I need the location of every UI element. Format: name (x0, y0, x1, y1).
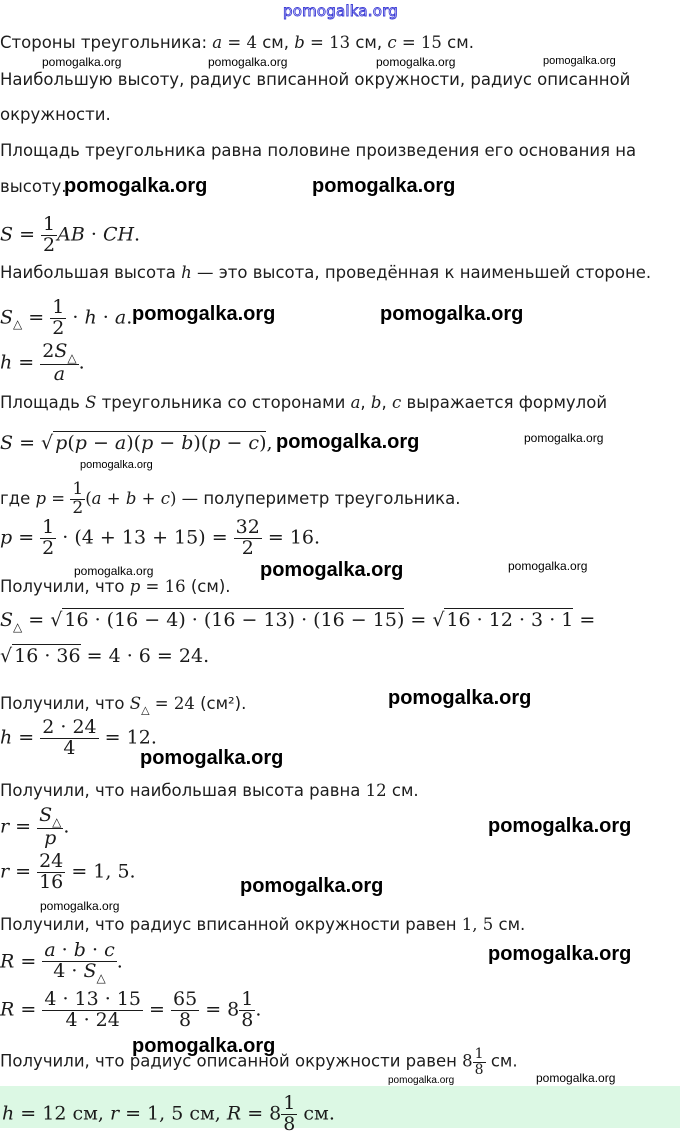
watermark[interactable]: pomogalka.org (42, 55, 122, 69)
problem-given-line: Стороны треугольника: a = 4 см, b = 13 см, c = 15 см. (0, 33, 474, 52)
max-height-line: Наибольшая высота h — это высота, проведённая к наименьшей стороне. (0, 263, 652, 282)
watermark[interactable]: pomogalka.org (40, 899, 120, 913)
formula-height: h = $\frac{2S_\triangle}{a}$ . (0, 340, 85, 386)
watermark[interactable]: pomogalka.org (508, 559, 588, 573)
answer-box (0, 1086, 680, 1135)
heron-intro-line: Площадь S треугольника со сторонами a, b, c выражается формулой (0, 393, 608, 412)
answer-text: h = 12 см, r = 1, 5 см, R = 8 $\frac{1}{8}$ см. (2, 1092, 335, 1135)
result-circumradius-line: Получили, что радиус описанной окружности равен 8 $\frac{1}{8}$ см. (0, 1046, 518, 1078)
watermark[interactable]: pomogalka.org (80, 459, 153, 471)
watermark[interactable]: pomogalka.org (388, 1075, 455, 1086)
watermark[interactable]: pomogalka.org (132, 1035, 276, 1057)
watermark[interactable]: pomogalka.org (524, 431, 604, 445)
watermark[interactable]: pomogalka.org (376, 55, 456, 69)
formula-inradius: r = $\frac{S_\triangle}{p}$ . (0, 804, 70, 850)
watermark[interactable]: pomogalka.org (488, 943, 632, 965)
watermark[interactable]: pomogalka.org (312, 175, 456, 197)
area-rule-line: Площадь треугольника равна половине произведения его основания на (0, 141, 637, 160)
formula-area-base-height: S = $\frac{1}{2}$ AB · CH. (0, 213, 141, 256)
result-inradius-line: Получили, что радиус вписанной окружности равен 1, 5 см. (0, 915, 526, 934)
formula-area-half: $S_\triangle$ = $\frac{1}{2}$ · h · a. (0, 296, 133, 339)
result-height-line: Получили, что наибольшая высота равна 12 см. (0, 781, 419, 800)
problem-task-line: Наибольшую высоту, радиус вписанной окружности, радиус описанной (0, 70, 631, 89)
watermark[interactable]: pomogalka.org (208, 55, 288, 69)
area-rule-line-cont: высоту. (0, 177, 67, 196)
watermark[interactable]: pomogalka.org (260, 559, 404, 581)
formula-area-calc: $S_\triangle$ = √ 16 · (16 − 4) · (16 − 13) · (16 − 15) = √ 16 · 12 · 3 · 1 = (0, 609, 596, 634)
text: Стороны треугольника: (0, 33, 213, 52)
problem-task-line-cont: окружности. (0, 105, 111, 124)
result-area-line: Получили, что $S_\triangle = 24$ (см²). (0, 694, 247, 717)
watermark[interactable]: pomogalka.org (64, 175, 208, 197)
watermark[interactable]: pomogalka.org (276, 431, 420, 453)
formula-inradius-calc: r = $\frac{24}{16}$ = 1, 5. (0, 850, 136, 893)
watermark[interactable]: pomogalka.org (488, 815, 632, 837)
result-p-line: Получили, что p = 16 (см). (0, 577, 231, 596)
formula-circumradius-calc: R = $\frac{4 \cdot 13 \cdot 15}{4 \cdot 24}$ = $\frac{65}{8}$ = 8 $\frac{1}{8}$ . (0, 988, 262, 1031)
watermark[interactable]: pomogalka.org (132, 303, 276, 325)
watermark[interactable]: pomogalka.org (240, 875, 384, 897)
formula-height-calc: h = $\frac{2 \cdot 24}{4}$ = 12. (0, 716, 157, 759)
header-watermark[interactable]: pomogalka.org (283, 2, 398, 20)
semiperimeter-def-line: где p = $\frac{1}{2}$ (a + b + c) — полупериметр треугольника. (0, 479, 461, 518)
formula-heron: S = √ p(p − a)(p − b)(p − c), (0, 432, 273, 454)
formula-semiperimeter: p = $\frac{1}{2}$ · (4 + 13 + 15) = $\frac{32}{2}$ = 16. (0, 516, 321, 559)
formula-circumradius: R = $\frac{a \cdot b \cdot c}{4 \cdot S_\triangle}$ . (0, 939, 123, 985)
watermark[interactable]: pomogalka.org (380, 303, 524, 325)
watermark[interactable]: pomogalka.org (536, 1071, 616, 1085)
watermark[interactable]: pomogalka.org (74, 564, 154, 578)
watermark[interactable]: pomogalka.org (140, 747, 284, 769)
watermark[interactable]: pomogalka.org (388, 687, 532, 709)
formula-area-result: √ 16 · 36 = 4 · 6 = 24. (0, 645, 210, 667)
watermark[interactable]: pomogalka.org (543, 55, 616, 67)
